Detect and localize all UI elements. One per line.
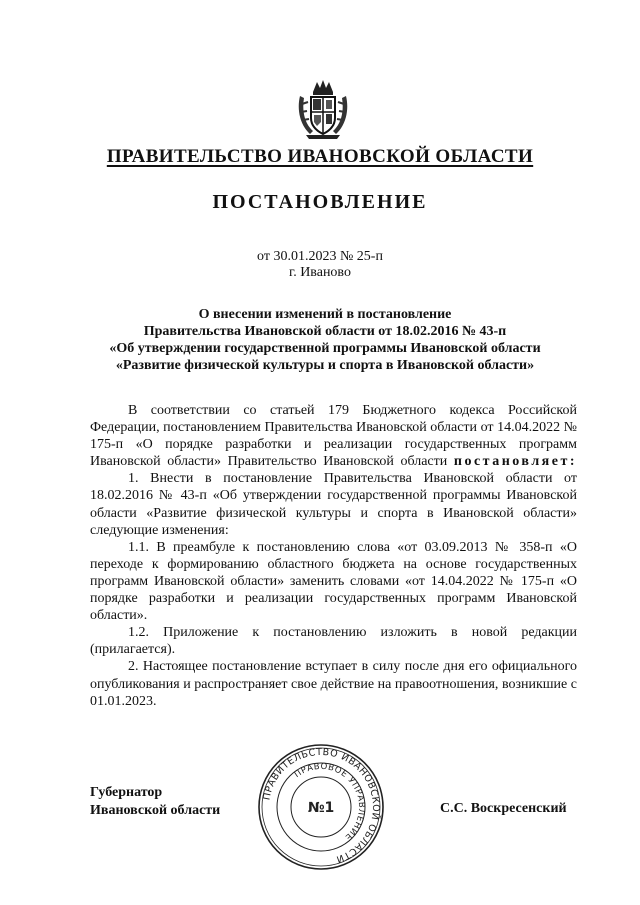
- document-body: [90, 402, 577, 710]
- subject-line: «Об утверждении государственной программы Ивановской области: [109, 341, 541, 356]
- signatory-position: [90, 784, 220, 820]
- signatory-name: С.С. Воскресенский: [440, 801, 567, 816]
- document-subject: [80, 306, 570, 374]
- item-1-1-paragraph: 1.1. В преамбуле к постановлению слова «от 03.09.2013 № 358-п «О переходе к формированию областного бюджета на основе государственных программ Ивановской области» заменить словами «от 14.04.2022 № 175-п «О порядке разработки и реализации государственных программ Ивановской области».: [90, 539, 577, 624]
- seal-outer-text: ПРАВИТЕЛЬСТВО ИВАНОВСКОЙ ОБЛАСТИ: [261, 746, 382, 865]
- subject-line: Правительства Ивановской области от 18.02.2016 № 43-п: [143, 324, 507, 339]
- decree-word: постановляет:: [453, 454, 577, 470]
- seal-inner-text: ПРАВОВОЕ УПРАВЛЕНИЕ: [292, 761, 367, 843]
- signatory-position-line: Ивановской области: [90, 803, 221, 818]
- seal-number: №1: [307, 800, 335, 816]
- coat-of-arms-emblem: [296, 78, 350, 140]
- official-seal: [256, 742, 386, 872]
- item-2-paragraph: 2. Настоящее постановление вступает в силу после дня его официального опубликования и распространяет свое действие на правоотношения, возникшие с 01.01.2023.: [90, 659, 577, 709]
- preamble-text: В соответствии со статьей 179 Бюджетного кодекса Российской Федерации, постановлением Правительства Ивановской области от 14.04.2022 № 175-п «О порядке разработки и реализации государственных программ Ивановской области» Правительство Ивановской области: [90, 403, 577, 470]
- item-1-2-paragraph: 1.2. Приложение к постановлению изложить в новой редакции (прилагается).: [90, 625, 577, 658]
- signatory-position-line: Губернатор: [90, 785, 163, 800]
- document-date-number: от 30.01.2023 № 25-п: [257, 249, 383, 264]
- subject-line: О внесении изменений в постановление: [198, 307, 452, 322]
- document-type: ПОСТАНОВЛЕНИЕ: [212, 191, 428, 213]
- organization-title: ПРАВИТЕЛЬСТВО ИВАНОВСКОЙ ОБЛАСТИ: [106, 146, 534, 167]
- subject-line: «Развитие физической культуры и спорта в Ивановской области»: [115, 358, 535, 373]
- document-city: г. Иваново: [289, 265, 351, 280]
- item-1-paragraph: 1. Внести в постановление Правительства Ивановской области от 18.02.2016 № 43-п «Об утверждении государственной программы Ивановской области «Развитие физической культуры и спорта в Ивановской области» следующие изменения:: [90, 471, 577, 538]
- preamble-paragraph: [90, 402, 577, 470]
